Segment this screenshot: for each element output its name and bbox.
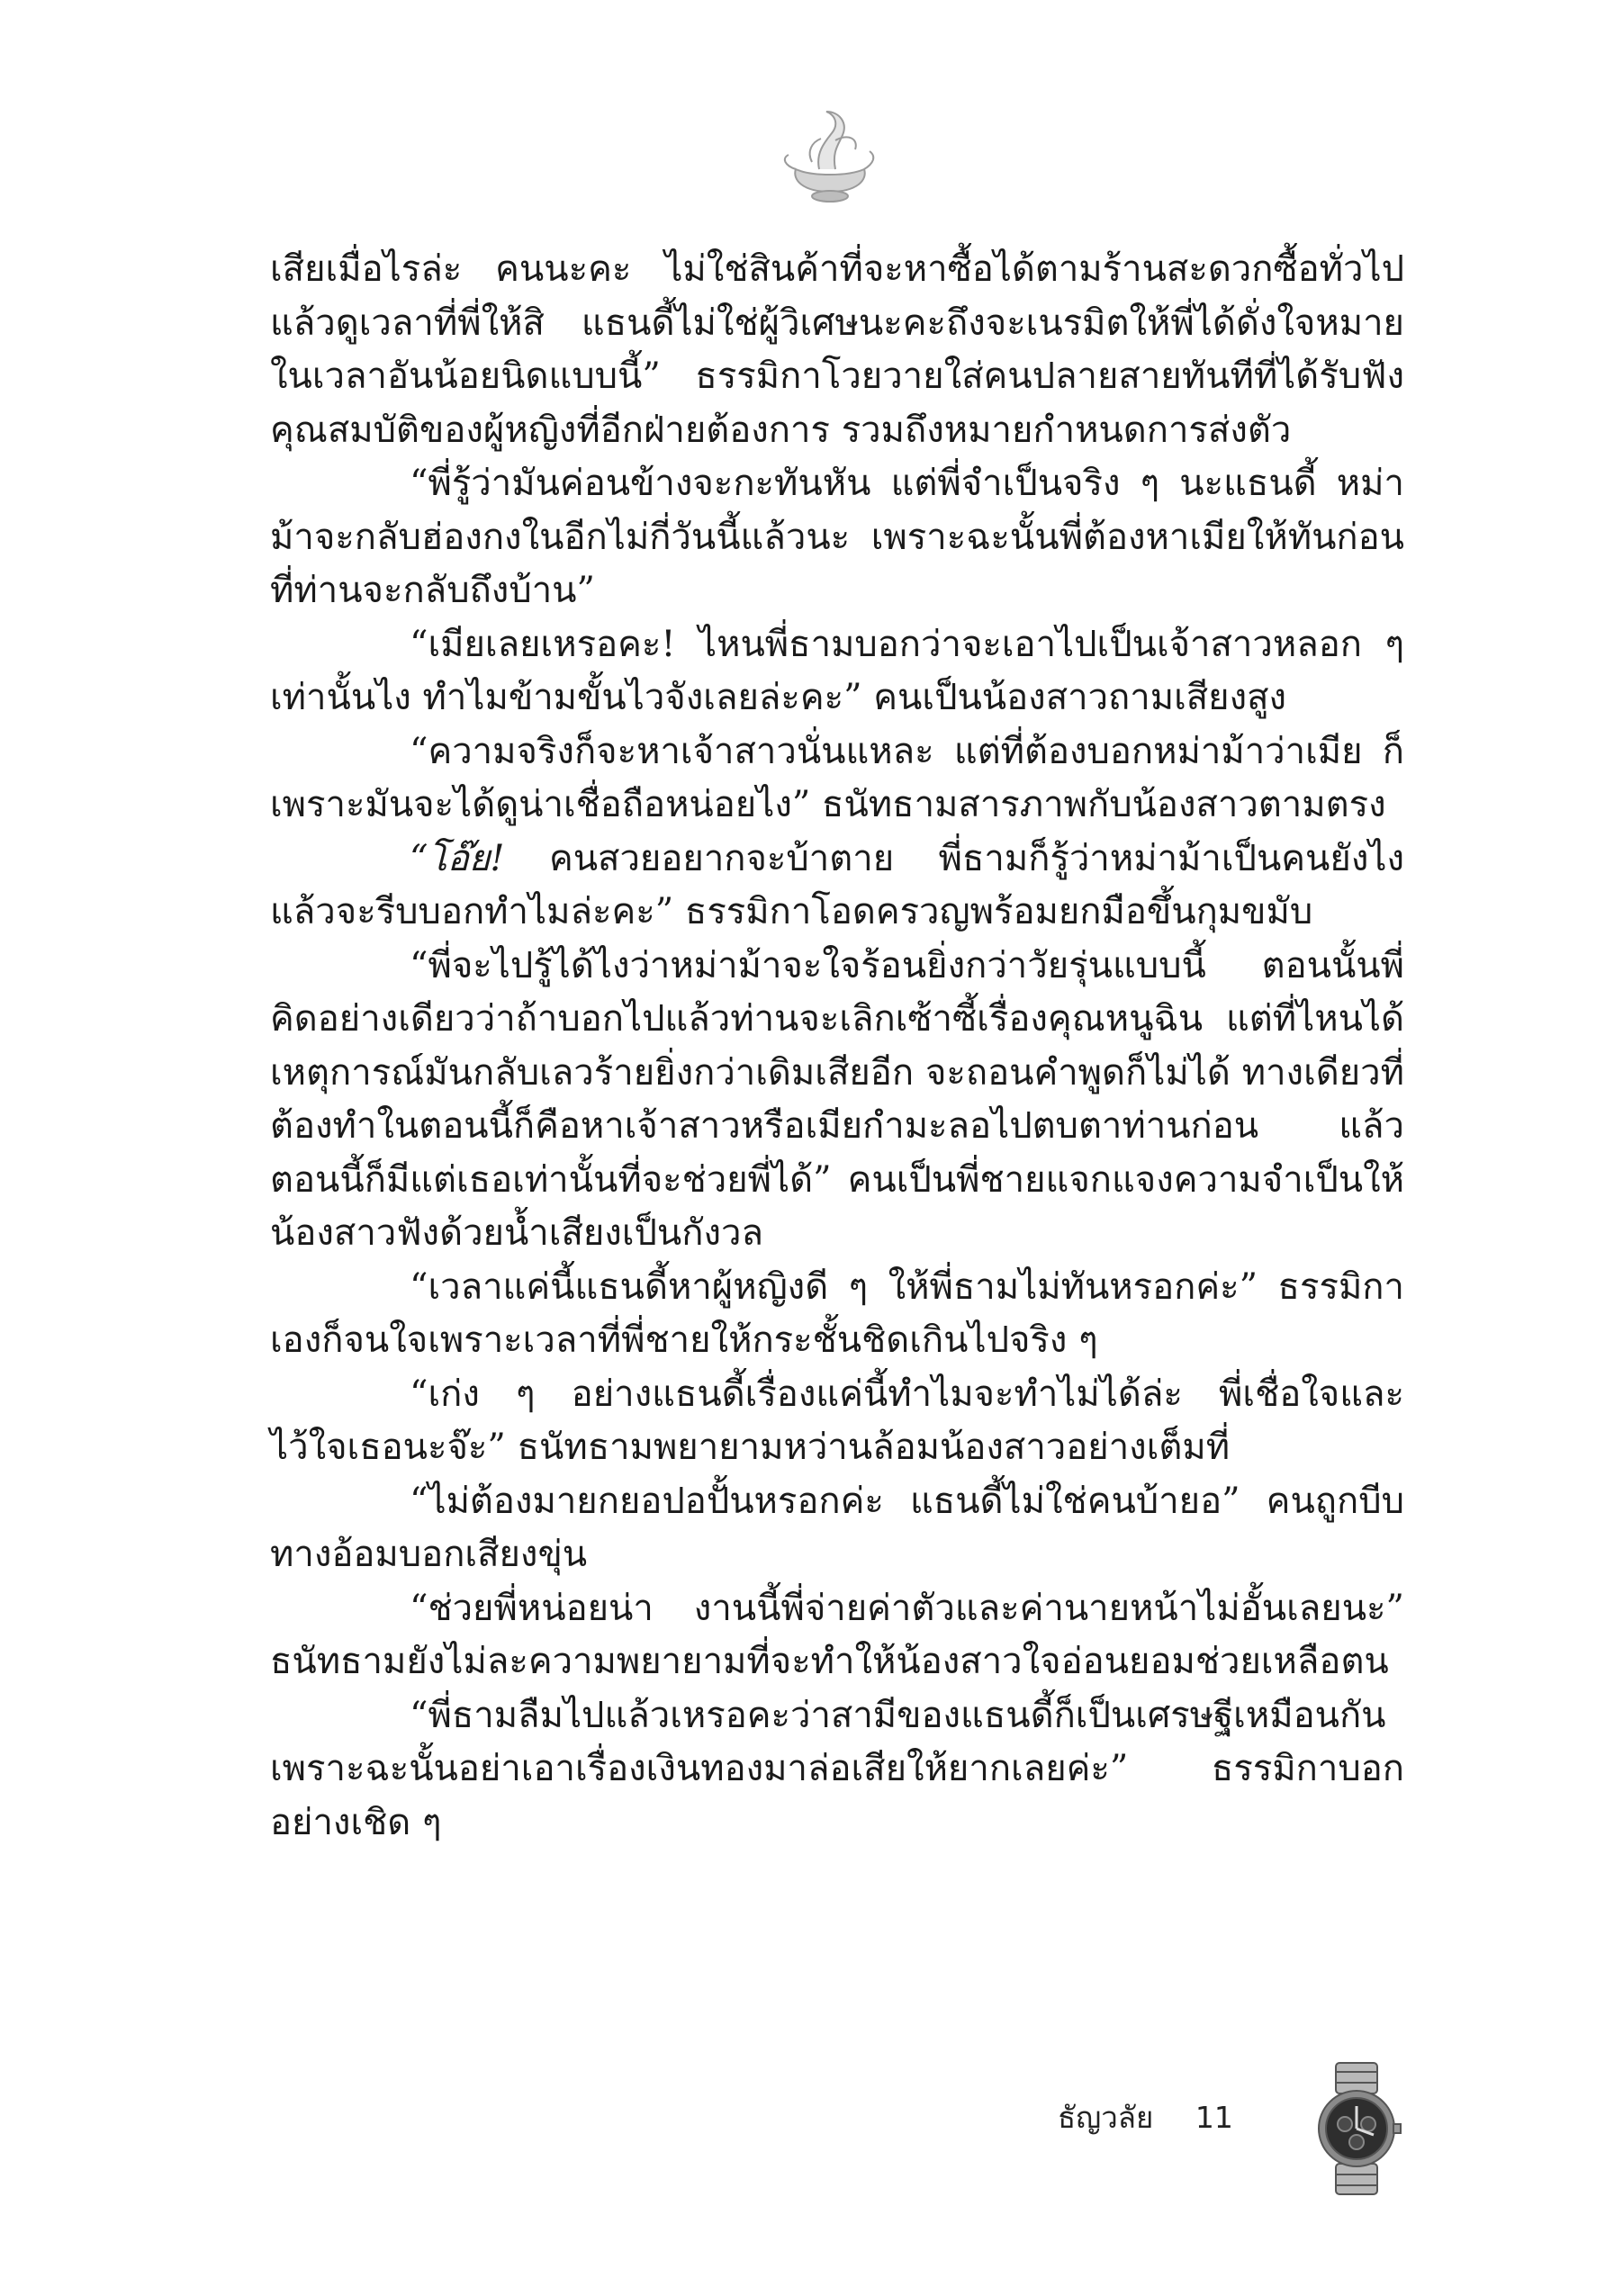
paragraph: “พี่จะไปรู้ได้ไงว่าหม่าม้าจะใจร้อนยิ่งกว่าวัยรุ่นแบบนี้ ตอนนั้นพี่คิดอย่างเดียวว่าถ้าบอกไปแล้วท่านจะเลิกเซ้าซี้เรื่องคุณหนูฉิน แต่ที่ไหนได้ เหตุการณ์มันกลับเลวร้ายยิ่งกว่าเดิมเสียอีก จะถอนคำพูดก็ไม่ได้ ทางเดียวที่ต้องทำในตอนนี้ก็คือหาเจ้าสาวหรือเมียกำมะลอไปตบตาท่านก่อน แล้วตอนนี้ก็มีแต่เธอเท่านั้นที่จะช่วยพี่ได้” คนเป็นพี่ชายแจกแจงความจำเป็นให้น้องสาวฟังด้วยน้ำเสียงเป็นกังวล [270,944,1404,1254]
paragraph: “ช่วยพี่หน่อยน่า งานนี้พี่จ่ายค่าตัวและค่านายหน้าไม่อั้นเลยนะ” ธนัทธามยังไม่ละความพยายามที่จะทำให้น้องสาวใจอ่อนยอมช่วยเหลือตน [270,1587,1404,1682]
genie-lamp-icon [776,106,884,223]
paragraph: “พี่รู้ว่ามันค่อนข้างจะกะทันหัน แต่พี่จำเป็นจริง ๆ นะแธนดี้ หม่าม้าจะกลับฮ่องกงในอีกไม่กี่วันนี้แล้วนะ เพราะฉะนั้นพี่ต้องหาเมียให้ทันก่อนที่ท่านจะกลับถึงบ้าน” [270,463,1404,611]
page-footer [1058,2093,1233,2147]
italic-exclamation: “โอ๊ย! [410,837,505,879]
paragraph: เสียเมื่อไรล่ะ คนนะคะ ไม่ใช่สินค้าที่จะหาซื้อได้ตามร้านสะดวกซื้อทั่วไป แล้วดูเวลาที่พี่ให้สิ แธนดี้ไม่ใช่ผู้วิเศษนะคะถึงจะเนรมิตให้พี่ได้ดั่งใจหมาย ในเวลาอันน้อยนิดแบบนี้” ธรรมิกาโวยวายใส่คนปลายสายทันทีที่ได้รับฟังคุณสมบัติของผู้หญิงที่อีกฝ่ายต้องการ รวมถึงหมายกำหนดการส่งตัว [270,248,1404,451]
paragraph: “พี่ธามลืมไปแล้วเหรอคะว่าสามีของแธนดี้ก็เป็นเศรษฐีเหมือนกัน เพราะฉะนั้นอย่าเอาเรื่องเงินทองมาล่อเสียให้ยากเลยค่ะ” ธรรมิกาบอกอย่างเชิด ๆ [270,1694,1404,1843]
wristwatch-icon [1309,2061,1408,2196]
paragraph: “ความจริงก็จะหาเจ้าสาวนั่นแหละ แต่ที่ต้องบอกหม่าม้าว่าเมีย ก็เพราะมันจะได้ดูน่าเชื่อถือหน่อยไง” ธนัทธามสารภาพกับน้องสาวตามตรง [270,730,1404,825]
body-text [270,243,1404,1850]
paragraph: “เวลาแค่นี้แธนดี้หาผู้หญิงดี ๆ ให้พี่ธามไม่ทันหรอกค่ะ” ธรรมิกาเองก็จนใจเพราะเวลาที่พี่ชายให้กระชั้นชิดเกินไปจริง ๆ [270,1265,1404,1361]
author-name: ธัญวลัย [1058,2100,1154,2135]
paragraph-text: คนสวยอยากจะบ้าตาย พี่ธามก็รู้ว่าหม่าม้าเป็นคนยังไง แล้วจะรีบบอกทำไมล่ะคะ” ธรรมิกาโอดครวญพร้อมยกมือขึ้นกุมขมับ [270,837,1404,932]
paragraph [270,833,1404,940]
paragraph: “เก่ง ๆ อย่างแธนดี้เรื่องแค่นี้ทำไมจะทำไม่ได้ล่ะ พี่เชื่อใจและไว้ใจเธอนะจ๊ะ” ธนัทธามพยายามหว่านล้อมน้องสาวอย่างเต็มที่ [270,1373,1404,1468]
paragraph: “ไม่ต้องมายกยอปอปั้นหรอกค่ะ แธนดี้ไม่ใช่คนบ้ายอ” คนถูกบีบทางอ้อมบอกเสียงขุ่น [270,1480,1404,1575]
page-number: 11 [1195,2100,1233,2135]
paragraph: “เมียเลยเหรอคะ! ไหนพี่ธามบอกว่าจะเอาไปเป็นเจ้าสาวหลอก ๆ เท่านั้นไง ทำไมข้ามขั้นไวจังเลยล่ะคะ” คนเป็นน้องสาวถามเสียงสูง [270,623,1404,718]
